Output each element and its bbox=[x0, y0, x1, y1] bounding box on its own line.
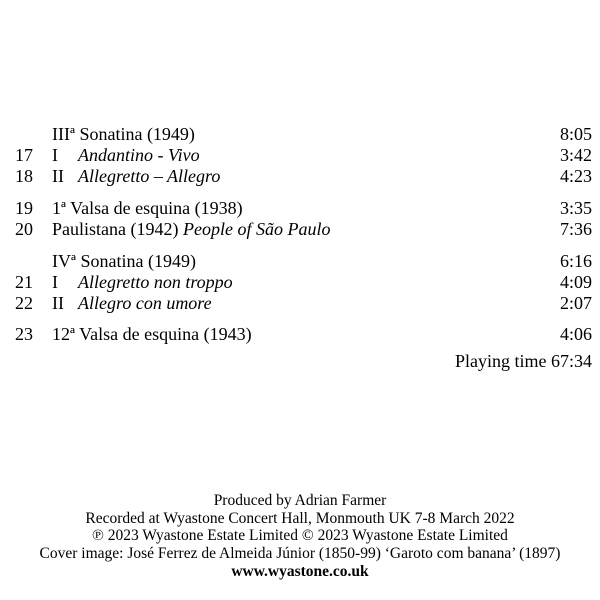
track-row bbox=[0, 272, 600, 293]
credit-copyright: ℗ 2023 Wyastone Estate Limited © 2023 Wyastone Estate Limited bbox=[92, 527, 508, 545]
track-number: 21 bbox=[15, 272, 33, 292]
movement-numeral: II bbox=[52, 293, 64, 313]
track-title-italic: People of São Paulo bbox=[182, 219, 331, 239]
section-header-row bbox=[0, 251, 600, 272]
track-row bbox=[0, 166, 600, 187]
track-title-italic: Allegretto – Allegro bbox=[78, 166, 221, 186]
track-time: 3:42 bbox=[559, 145, 592, 165]
movement-numeral: I bbox=[52, 145, 58, 165]
track-title-italic: Allegretto non troppo bbox=[78, 272, 233, 292]
tracklist bbox=[0, 124, 600, 372]
track-title-italic: Andantino - Vivo bbox=[78, 145, 200, 165]
track-number: 18 bbox=[15, 166, 33, 186]
track-title-italic: Allegro con umore bbox=[78, 293, 212, 313]
section-header-row bbox=[0, 124, 600, 145]
track-title: 1ª Valsa de esquina (1938) bbox=[52, 198, 243, 218]
track-time: 4:06 bbox=[559, 324, 592, 344]
track-row bbox=[0, 198, 600, 219]
credits-footer bbox=[0, 492, 600, 581]
track-time: 3:35 bbox=[559, 198, 592, 218]
credit-recorded-at: Recorded at Wyastone Concert Hall, Monmouth UK 7-8 March 2022 bbox=[85, 509, 515, 527]
website-url: www.wyastone.co.uk bbox=[231, 562, 369, 580]
credit-produced-by: Produced by Adrian Farmer bbox=[213, 492, 387, 509]
playing-time-total: Playing time 67:34 bbox=[455, 351, 592, 371]
track-row bbox=[0, 145, 600, 166]
section-title: IVª Sonatina (1949) bbox=[52, 251, 196, 271]
track-title: Paulistana (1942) bbox=[52, 219, 183, 239]
track-time: 2:07 bbox=[559, 293, 592, 313]
track-number: 20 bbox=[15, 219, 33, 239]
track-number: 19 bbox=[15, 198, 33, 218]
section-title: IIIª Sonatina (1949) bbox=[52, 124, 195, 144]
movement-numeral: II bbox=[52, 166, 64, 186]
track-number: 17 bbox=[15, 145, 33, 165]
track-time: 8:05 bbox=[559, 124, 592, 144]
track-row bbox=[0, 293, 600, 314]
movement-numeral: I bbox=[52, 272, 58, 292]
track-number: 23 bbox=[15, 324, 33, 344]
track-number: 22 bbox=[15, 293, 33, 313]
track-row bbox=[0, 219, 600, 240]
track-row bbox=[0, 324, 600, 345]
track-title: 12ª Valsa de esquina (1943) bbox=[52, 324, 252, 344]
track-time: 7:36 bbox=[559, 219, 592, 239]
track-time: 4:09 bbox=[559, 272, 592, 292]
track-time: 4:23 bbox=[559, 166, 592, 186]
credit-cover-image: Cover image: José Ferrez de Almeida Júnior (1850-99) ‘Garoto com banana’ (1897) bbox=[39, 545, 561, 563]
track-time: 6:16 bbox=[559, 251, 592, 271]
